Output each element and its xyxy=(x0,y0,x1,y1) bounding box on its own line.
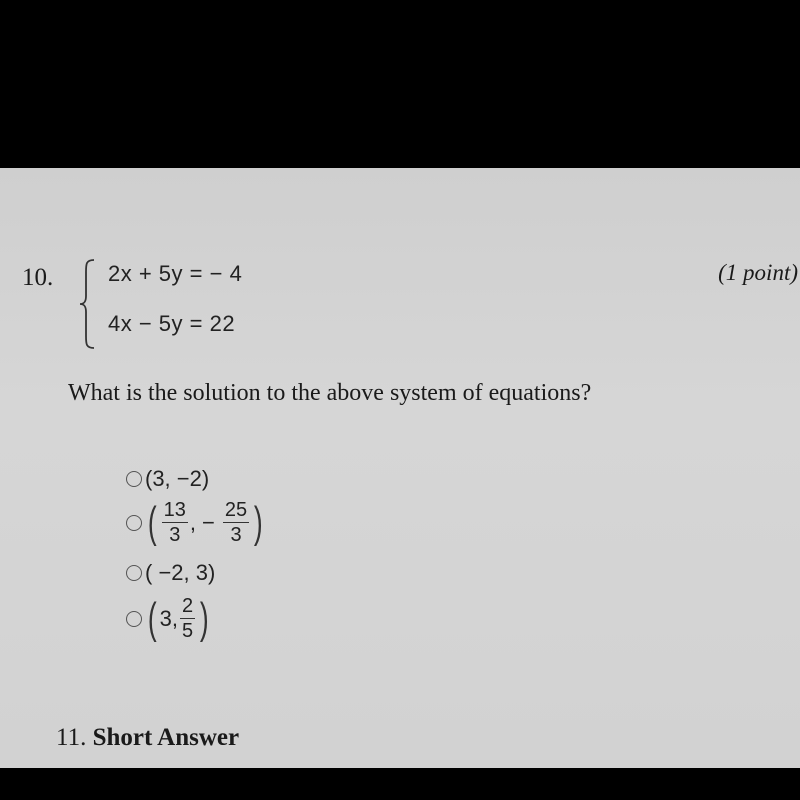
fraction-denominator: 3 xyxy=(169,524,181,546)
equation-1: 2x + 5y = − 4 xyxy=(108,261,243,286)
fraction-numerator: 2 xyxy=(182,595,194,617)
fraction-denominator: 3 xyxy=(230,524,242,546)
point-value: (1 point) xyxy=(718,260,798,285)
question-prompt: What is the solution to the above system of equations? xyxy=(68,380,592,406)
fraction-y xyxy=(180,596,195,641)
equation-brace xyxy=(78,256,98,352)
fraction-numerator: 13 xyxy=(163,499,186,521)
next-question-heading xyxy=(56,724,239,752)
quiz-screen xyxy=(0,168,800,768)
next-question-number: 11. xyxy=(56,724,87,751)
radio-button[interactable] xyxy=(126,565,142,581)
fraction-y xyxy=(223,500,249,545)
answer-option-4[interactable] xyxy=(126,593,212,643)
coordinate-x: 3 xyxy=(159,605,172,631)
fraction-numerator: 25 xyxy=(224,499,248,521)
fraction-x xyxy=(162,500,188,545)
answer-option-3[interactable] xyxy=(126,560,215,586)
next-question-title: Short Answer xyxy=(92,724,240,751)
answer-option-1[interactable] xyxy=(126,466,209,492)
radio-button[interactable] xyxy=(126,611,142,627)
answer-option-label: (3, −2) xyxy=(145,466,210,491)
comma: , xyxy=(189,509,197,535)
answer-option-2[interactable] xyxy=(126,497,266,547)
open-paren: ( xyxy=(147,497,157,547)
fraction-denominator: 5 xyxy=(182,620,194,642)
answer-option-label: ( −2, 3) xyxy=(145,560,216,585)
radio-button[interactable] xyxy=(126,515,142,531)
radio-button[interactable] xyxy=(126,471,142,487)
equation-2: 4x − 5y = 22 xyxy=(108,311,236,336)
close-paren: ) xyxy=(254,497,263,547)
question-number: 10. xyxy=(22,264,54,291)
close-paren: ) xyxy=(200,593,209,643)
minus-sign: − xyxy=(202,509,215,535)
comma: , xyxy=(171,605,179,631)
open-paren: ( xyxy=(147,593,157,643)
